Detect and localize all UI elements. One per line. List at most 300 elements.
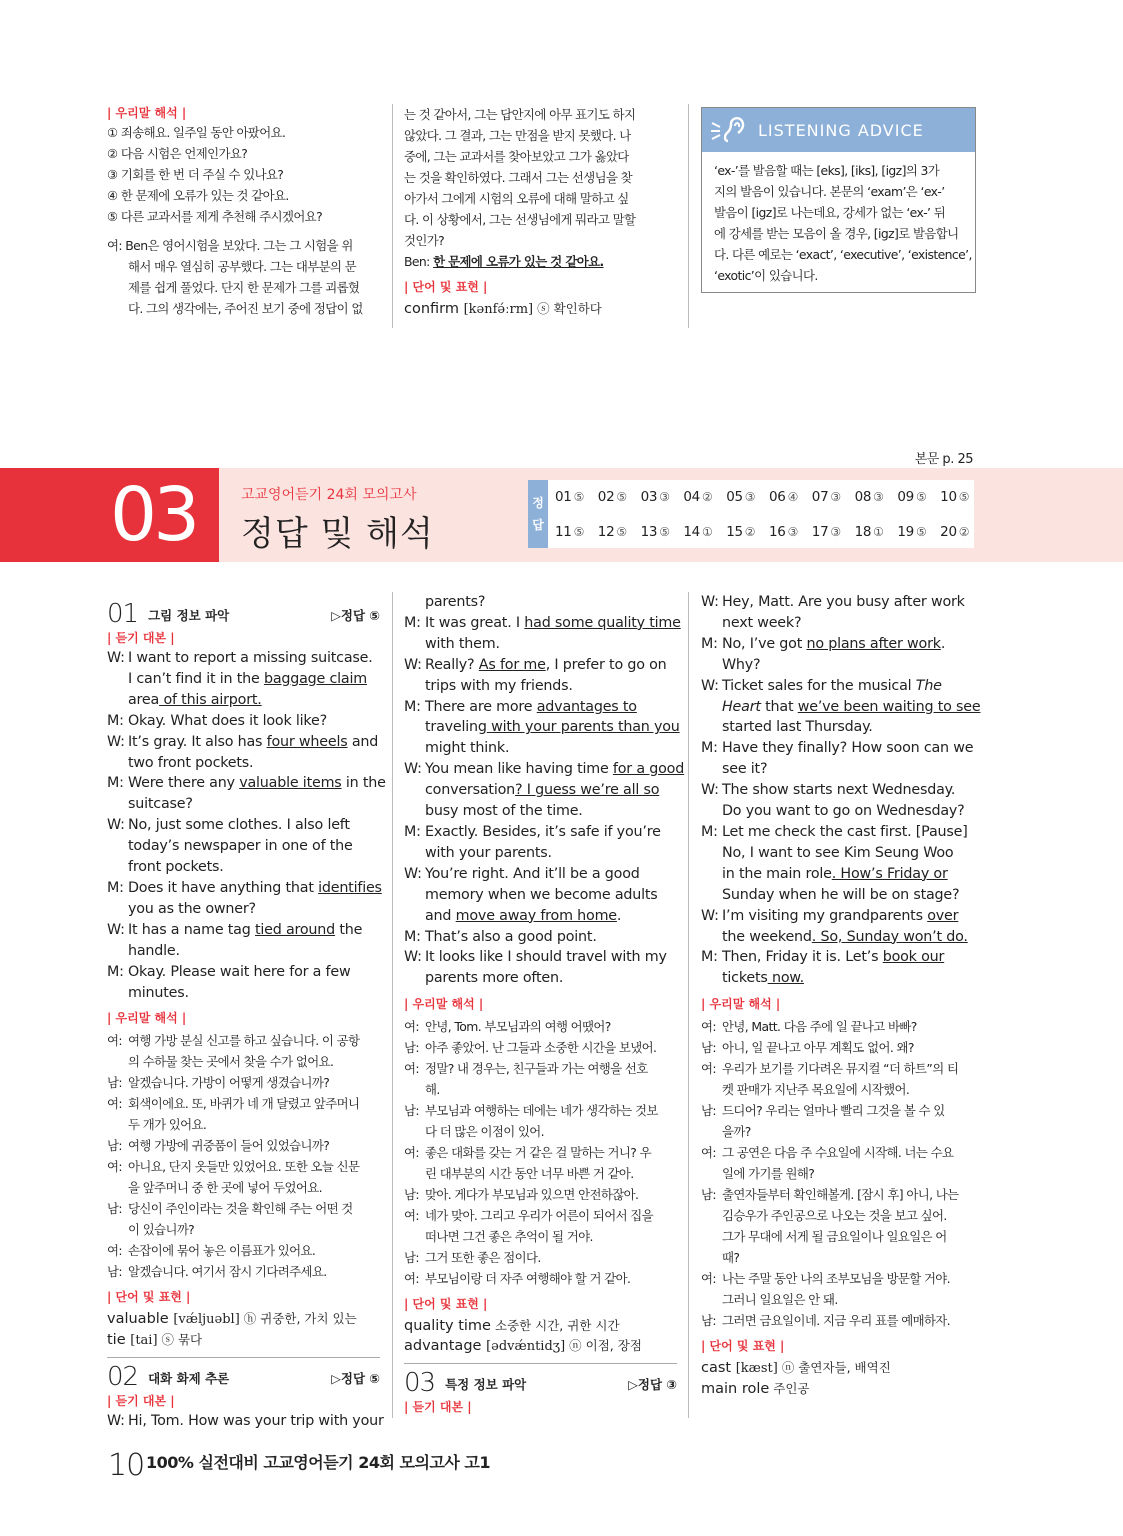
- text: Were there any: [128, 775, 240, 792]
- answer-number: 05: [726, 489, 743, 505]
- script-line: [107, 899, 380, 920]
- answer-choice: ⑤: [616, 490, 627, 504]
- script-line: [107, 669, 380, 690]
- underlined-phrase: As for me: [478, 656, 546, 673]
- answer-item: [726, 489, 769, 505]
- vocab: [404, 1316, 677, 1357]
- text: I’m visiting my grandparents: [722, 907, 928, 924]
- answer-number: 06: [768, 489, 786, 505]
- answer-number: 13: [640, 524, 658, 540]
- answer-choice: ①: [873, 525, 884, 539]
- script-line: [107, 1261, 380, 1282]
- speaker: 남:: [107, 1264, 122, 1280]
- text-line: 지의 발음이 있습니다. 본문의 ‘exam’은 ‘ex-’: [714, 184, 945, 199]
- script-line: [404, 676, 677, 697]
- answer-choice: ⑤: [958, 490, 970, 504]
- script-line: [701, 1184, 976, 1205]
- answer-number: 12: [597, 524, 615, 540]
- text: .: [940, 635, 946, 652]
- answer-number: 04: [683, 489, 700, 505]
- speaker: M:: [701, 635, 718, 652]
- speaker: 여:: [107, 1033, 122, 1049]
- text: next week?: [722, 614, 802, 631]
- speaker: M:: [701, 740, 718, 757]
- speaker: M:: [107, 879, 124, 896]
- text: 켓 판매가 지난주 목요일에 시작했어.: [722, 1082, 910, 1098]
- text: started last Thursday.: [722, 719, 873, 736]
- vocab-item: [404, 1336, 677, 1357]
- underlined-phrase: advantages to: [536, 698, 637, 715]
- advice-text: [702, 152, 975, 286]
- text: 안녕, Matt. 다음 주에 일 끝나고 바빠?: [722, 1019, 917, 1035]
- answer-number: 10: [940, 489, 957, 505]
- script-line: [701, 906, 976, 927]
- speaker: 여:: [404, 1019, 419, 1035]
- speaker: 남:: [701, 1313, 716, 1329]
- script-line: [701, 676, 976, 697]
- speaker: 여:: [404, 1145, 419, 1161]
- vocab-meaning: 소중한 시간, 귀한 시간: [490, 1318, 620, 1334]
- text-line: 아가서 그에게 시험의 오류에 대해 말하고 싶: [404, 191, 629, 206]
- text: parents?: [425, 594, 486, 610]
- vocab-pronunciation: [vǽljuəbl]: [173, 1312, 240, 1328]
- script-line: [404, 885, 677, 906]
- script-line: [701, 1142, 976, 1163]
- page-ref: 본문 p. 25: [914, 452, 973, 467]
- text: conversation: [425, 782, 515, 799]
- answer-choice: ③: [744, 490, 756, 504]
- speaker: 남:: [404, 1103, 419, 1119]
- text-line: ③ 기회를 한 번 더 주실 수 있나요?: [107, 167, 284, 182]
- answer-choice: ⑤: [915, 525, 927, 539]
- text: .: [616, 907, 622, 924]
- vocab-label: | 단어 및 표현 |: [404, 280, 488, 294]
- answer-number: 02: [597, 489, 615, 505]
- answer-item: [940, 489, 983, 505]
- vocab-item: [107, 1309, 380, 1330]
- script-line: [404, 1142, 677, 1163]
- text: You’re right. And it’ll be a good: [425, 865, 640, 882]
- column-divider: [688, 104, 689, 328]
- text-line: 여: Ben은 영어시험을 보았다. 그는 그 시험을 위: [107, 238, 353, 253]
- script-line: [107, 773, 386, 794]
- answer-number: 16: [768, 524, 786, 540]
- text: Why?: [722, 656, 761, 673]
- text-line: 해서 매우 열심히 공부했다. 그는 대부분의 문: [128, 259, 357, 274]
- text: No, just some clothes. I also left: [128, 817, 350, 834]
- script-line: [701, 1289, 976, 1310]
- text: Okay. Please wait here for a few: [128, 963, 351, 980]
- script-line: [404, 780, 677, 801]
- col-middle: [404, 592, 685, 1417]
- vocab-meaning: ⓝ 출연자들, 배역진: [777, 1360, 891, 1376]
- script: [107, 1411, 384, 1432]
- script-line: [107, 1051, 380, 1072]
- text: That’s also a good point.: [425, 928, 597, 945]
- text: with your parents.: [425, 844, 552, 861]
- text: No, I want to see Kim Seung Woo: [722, 844, 954, 861]
- answer-item: [855, 489, 898, 505]
- speaker: W:: [404, 865, 422, 882]
- script-line: [701, 968, 976, 989]
- script-line: [404, 592, 677, 613]
- text: Exactly. Besides, it’s safe if you’re: [425, 823, 661, 840]
- vocab-item: confirm [kənfə́ːrm] ⓢ 확인하다: [404, 301, 602, 317]
- script-line: [107, 1093, 380, 1114]
- text-line: 발음이 [igz]로 나는데요, 강세가 없는 ‘ex-’ 뒤: [714, 205, 946, 220]
- text: two front pockets.: [128, 754, 254, 771]
- text: 그거 또한 좋은 점이다.: [425, 1250, 541, 1266]
- script-line: [404, 906, 677, 927]
- script-line: [701, 738, 976, 759]
- speaker: W:: [404, 949, 422, 966]
- text: Hey, Matt. Are you busy after work: [722, 594, 965, 610]
- page-number: 10: [108, 1448, 145, 1483]
- script-line: [107, 1072, 380, 1093]
- text: that: [760, 698, 798, 715]
- answer-number: 03: [640, 489, 658, 505]
- answer-item: [769, 524, 812, 540]
- text-line: 다. 다른 예로는 ‘exact’, ‘executive’, ‘existence’,: [714, 247, 972, 262]
- vocab-meaning: 주인공: [769, 1381, 810, 1397]
- script-line: [404, 1079, 677, 1100]
- vocab-item: [404, 1316, 677, 1336]
- advice-header: [702, 108, 975, 152]
- translation-label: | 우리말 해석 |: [107, 1011, 187, 1026]
- script-line: [701, 1079, 976, 1100]
- speaker: 여:: [107, 1159, 122, 1175]
- script-line: [701, 1163, 976, 1184]
- answer-item: [683, 524, 726, 540]
- text: 알겠습니다. 가방이 어떻게 생겼습니까?: [128, 1075, 330, 1091]
- text-line: ‘ex-’를 발음할 때는 [eks], [iks], [igz]의 3가: [714, 163, 940, 178]
- script-line: [107, 1135, 380, 1156]
- script-line: [107, 836, 380, 857]
- answer-choice: ③: [659, 490, 670, 504]
- question-header: 02 대화 화제 추론 ▷정답 ⑤: [107, 1357, 380, 1390]
- question-header: 03 특정 정보 파악 ▷정답 ③: [404, 1363, 677, 1396]
- underlined-phrase: over: [927, 907, 959, 924]
- script-line: [107, 732, 380, 753]
- vocab: [701, 1358, 976, 1399]
- text: 린 대부분의 시간 동안 너무 바쁜 거 같아.: [425, 1166, 634, 1182]
- script-line: [701, 1058, 976, 1079]
- script-line: [701, 885, 976, 906]
- script-line: [701, 822, 976, 843]
- translation: [404, 1016, 677, 1289]
- answer-number: 14: [683, 524, 700, 540]
- speaker: 여:: [701, 1145, 716, 1161]
- script-line: [107, 1177, 380, 1198]
- text: 이 있습니까?: [128, 1222, 195, 1238]
- text: and: [347, 733, 379, 750]
- script-line: [404, 655, 677, 676]
- text: 당신이 주인이라는 것을 확인해 주는 어떤 것: [128, 1201, 353, 1217]
- text: Sunday when he will be on stage?: [722, 886, 960, 903]
- script-line: [107, 857, 380, 878]
- script-line: [107, 1198, 380, 1219]
- script-line: [107, 878, 380, 899]
- book-title: 100% 실전대비 고교영어듣기 24회 모의고사 고1: [146, 1453, 490, 1472]
- text-line: ‘exotic’이 있습니다.: [714, 268, 818, 283]
- text: 그가 무대에 서게 될 금요일이나 일요일은 어: [722, 1229, 947, 1245]
- script-line: [701, 801, 976, 822]
- answer-item: [726, 524, 769, 540]
- translation: [107, 1030, 380, 1282]
- underlined-phrase: four wheels: [266, 733, 348, 750]
- narration-cont: [404, 104, 679, 251]
- text: Hi, Tom. How was your trip with your: [128, 1413, 384, 1430]
- vocab-meaning: ⓝ 이점, 장점: [565, 1338, 642, 1354]
- text: Does it have anything that: [128, 879, 319, 896]
- script-line: [107, 648, 380, 669]
- text-line: 에 강세를 받는 모음이 올 경우, [igz]로 발음합니: [714, 226, 959, 241]
- answer-number: 09: [897, 489, 914, 505]
- text: 다 더 많은 이점이 있어.: [425, 1124, 545, 1140]
- script-label: | 듣기 대본 |: [107, 1394, 175, 1409]
- text-line: 것인가?: [404, 233, 445, 248]
- vocab-item: [701, 1358, 976, 1379]
- underlined-phrase: . So, Sunday won’t do.: [811, 928, 968, 945]
- vocab-label: | 단어 및 표현 |: [107, 1290, 191, 1305]
- text-line: 다. 이 상황에서, 그는 선생님에게 뭐라고 말할: [404, 212, 636, 227]
- script-line: [701, 843, 976, 864]
- column-divider: [392, 592, 393, 1418]
- text: suitcase?: [128, 796, 193, 813]
- script-line: [404, 843, 677, 864]
- script-line: [701, 1037, 976, 1058]
- script-line: [107, 815, 380, 836]
- script-line: [404, 1247, 677, 1268]
- translation-label: | 우리말 해석 |: [701, 997, 781, 1012]
- speaker: 남:: [404, 1040, 419, 1056]
- text: might think.: [425, 740, 510, 757]
- vocab-word: cast: [701, 1360, 732, 1377]
- text: 여행 가방에 귀중품이 들어 있었습니까?: [128, 1138, 330, 1154]
- script-line: [404, 634, 677, 655]
- text-line: 중에, 그는 교과서를 찾아보았고 그가 옳았다: [404, 149, 629, 164]
- underlined-phrase: valuable items: [239, 775, 342, 792]
- underlined-phrase: had some quality time: [524, 614, 681, 631]
- text: today’s newspaper in one of the: [128, 838, 353, 855]
- script-line: [404, 968, 677, 989]
- speaker: W:: [701, 907, 719, 924]
- answer-choice: ⑤: [573, 525, 585, 539]
- answer-row: [555, 524, 983, 540]
- speaker: 남:: [107, 1138, 122, 1154]
- speaker: 여:: [701, 1271, 716, 1287]
- options-list: [107, 122, 382, 227]
- script-line: [107, 920, 380, 941]
- text: 두 개가 있어요.: [128, 1117, 207, 1133]
- vocab: [107, 1309, 380, 1351]
- text: 그러니 일요일은 안 돼.: [722, 1292, 838, 1308]
- answer-item: [940, 524, 983, 540]
- script-line: [701, 1205, 976, 1226]
- script-line: [404, 1268, 677, 1289]
- text-line: 제를 쉽게 풀었다. 단지 한 문제가 그를 괴롭혔: [128, 280, 360, 295]
- text: Okay. What does it look like?: [128, 712, 327, 729]
- speaker: 남:: [701, 1040, 716, 1056]
- script-line: [404, 927, 677, 948]
- speaker: W:: [701, 782, 719, 799]
- text: 출연자들부터 확인해볼게. [잠시 후] 아니, 나는: [722, 1187, 959, 1203]
- text: the: [335, 921, 363, 938]
- script-line: [701, 1226, 976, 1247]
- text: Let me check the cast first. [Pause]: [722, 823, 968, 840]
- underlined-phrase: baggage claim: [263, 670, 367, 687]
- underlined-phrase: identifies: [318, 879, 382, 896]
- speaker: 여:: [107, 1243, 122, 1259]
- script-line: [404, 1226, 677, 1247]
- text-line: ⑤ 다른 교과서를 제게 추천해 주시겠어요?: [107, 209, 323, 224]
- answer-item: [769, 489, 812, 505]
- underlined-phrase: of this airport.: [159, 691, 262, 708]
- test-number: 03: [110, 472, 197, 558]
- speaker: W:: [107, 650, 125, 666]
- script-line: [107, 1411, 384, 1432]
- text: 의 수하물 찾는 곳에서 찾을 수가 없어요.: [128, 1054, 334, 1070]
- section-label: | 우리말 해석 |: [107, 106, 187, 120]
- answer-choice: ③: [787, 525, 799, 539]
- vocab-pronunciation: [kæst]: [735, 1361, 778, 1377]
- text: 을 앞주머니 중 한 곳에 넣어 두었어요.: [128, 1180, 322, 1196]
- script-line: [404, 717, 680, 738]
- answer-item: [555, 489, 598, 505]
- text: minutes.: [128, 984, 189, 1001]
- script-line: [701, 1268, 976, 1289]
- answer-choice: ②: [701, 490, 713, 504]
- speaker: 남:: [701, 1103, 716, 1119]
- col-right: [701, 592, 981, 1399]
- answer-choice: ②: [958, 525, 970, 539]
- script-line: [404, 822, 677, 843]
- vocab-word: tie: [107, 1332, 126, 1349]
- text: parents more often.: [425, 970, 564, 987]
- script-line: [404, 1205, 677, 1226]
- translation-label: | 우리말 해석 |: [404, 997, 484, 1012]
- script-line: [404, 1037, 677, 1058]
- text: trips with my friends.: [425, 677, 573, 694]
- script-line: [107, 1030, 380, 1051]
- underlined-phrase: with your parents than you: [486, 719, 680, 736]
- speaker: W:: [701, 677, 719, 694]
- script-line: [404, 947, 677, 968]
- answer-item: [598, 524, 641, 540]
- script-line: [404, 1016, 677, 1037]
- answer-number: 18: [854, 524, 872, 540]
- col-left: [107, 595, 386, 1432]
- answer-number: 01: [555, 489, 572, 505]
- text: 일에 가기를 원해?: [722, 1166, 815, 1182]
- answer-choice: ③: [873, 490, 884, 504]
- answer-number: 11: [555, 524, 572, 540]
- text: memory when we become adults: [425, 886, 658, 903]
- script-line: [107, 753, 380, 774]
- answer-item: [641, 524, 684, 540]
- ben-answer: Ben: 한 문제에 오류가 있는 것 같아요.: [404, 254, 604, 269]
- script-line: [701, 717, 976, 738]
- speaker: W:: [404, 656, 422, 673]
- script-line: [107, 962, 380, 983]
- answer-tag: 정 답: [528, 480, 548, 548]
- text-line: 는 것을 확인하였다. 그래서 그는 선생님을 찾: [404, 170, 633, 185]
- text: , I prefer to go on: [545, 656, 667, 673]
- column-divider: [688, 592, 689, 1418]
- speaker: 여:: [701, 1061, 716, 1077]
- script-line: [701, 927, 976, 948]
- speaker: 남:: [107, 1075, 122, 1091]
- answer-item: [555, 524, 598, 540]
- underlined-phrase: tied around: [254, 921, 336, 938]
- script-line: [701, 697, 981, 718]
- speaker: M:: [107, 775, 124, 792]
- text: handle.: [128, 942, 180, 959]
- underlined-phrase: book our: [882, 949, 945, 966]
- text: with them.: [425, 635, 500, 652]
- script-line: [404, 864, 677, 885]
- text: 드디어? 우리는 얼마나 빨리 그것을 볼 수 있: [722, 1103, 945, 1119]
- script-line: [404, 738, 677, 759]
- speaker: M:: [107, 963, 124, 980]
- speaker: 여:: [404, 1208, 419, 1224]
- text: Do you want to go on Wednesday?: [722, 803, 965, 820]
- text: busy most of the time.: [425, 803, 583, 820]
- text: see it?: [722, 761, 768, 778]
- answer-item: [855, 524, 898, 540]
- script-line: [404, 1058, 677, 1079]
- answer-number: 08: [854, 489, 872, 505]
- answer-number: 15: [726, 524, 743, 540]
- speaker: W:: [107, 921, 125, 938]
- speaker: 여:: [404, 1061, 419, 1077]
- script-line: [701, 613, 976, 634]
- underlined-phrase: move away from home: [455, 907, 617, 924]
- speaker: W:: [107, 817, 125, 834]
- speaker: W:: [107, 733, 125, 750]
- script-line: [701, 592, 976, 613]
- text: 안녕, Tom. 부모님과의 여행 어땠어?: [425, 1019, 611, 1035]
- underlined-phrase: The: [915, 677, 942, 694]
- vocab-word: valuable: [107, 1311, 169, 1328]
- text: 맞아. 게다가 부모님과 있으면 안전하잖아.: [425, 1187, 639, 1203]
- text: 손잡이에 묶어 놓은 이름표가 있어요.: [128, 1243, 316, 1259]
- text: front pockets.: [128, 859, 224, 876]
- answer-choice: ①: [701, 525, 713, 539]
- listening-advice-box: [701, 107, 976, 293]
- advice-title: LISTENING ADVICE: [758, 120, 924, 140]
- script-line: [404, 759, 685, 780]
- answer-choice: ⑤: [659, 525, 670, 539]
- vocab-meaning: ⓢ 묶다: [157, 1332, 203, 1348]
- text: and: [425, 907, 456, 924]
- text: It’s gray. It also has: [128, 733, 267, 750]
- vocab-item: [701, 1379, 976, 1399]
- text: You mean like having time: [425, 761, 613, 778]
- text: 부모님이랑 더 자주 여행해야 할 거 같아.: [425, 1271, 631, 1287]
- script-line: [107, 690, 380, 711]
- text: 때?: [722, 1250, 740, 1266]
- text: 아주 좋았어. 난 그들과 소중한 시간을 보냈어.: [425, 1040, 657, 1056]
- script-line: [107, 794, 380, 815]
- script-line: [701, 1310, 976, 1331]
- script-line: [107, 1240, 380, 1261]
- text-line: 않았다. 그 결과, 그는 만점을 받지 못했다. 나: [404, 128, 631, 143]
- answer-item: [812, 489, 855, 505]
- underlined-phrase: no plans after work: [806, 635, 941, 652]
- answer-choice: ④: [787, 490, 799, 504]
- answer-item: [812, 524, 855, 540]
